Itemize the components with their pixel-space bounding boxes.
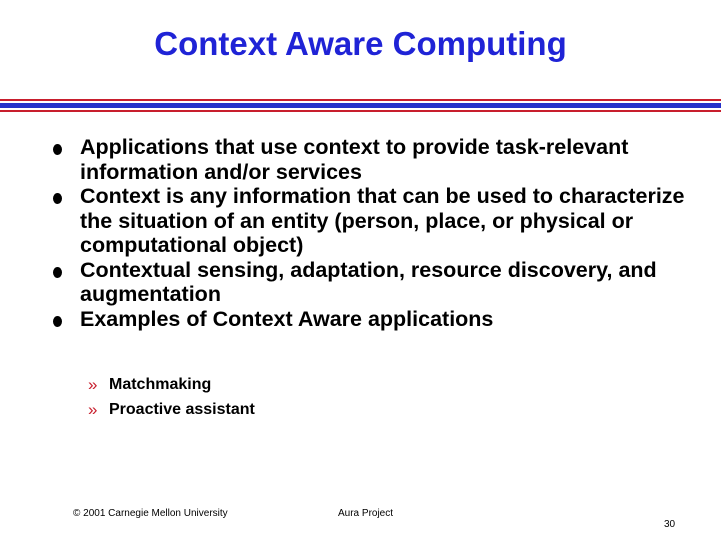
bullet-item (50, 135, 690, 184)
divider-red-line-top (0, 99, 721, 101)
bullet-dot-icon (53, 316, 62, 327)
bullet-text: Contextual sensing, adaptation, resource discovery, and augmentation (80, 257, 657, 306)
footer-project-name: Aura Project (338, 508, 394, 519)
chevron-right-icon: » (88, 375, 98, 394)
bullet-list (50, 135, 690, 331)
sub-bullet-item (88, 372, 255, 397)
footer-copyright: © 2001 Carnegie Mellon University (73, 508, 228, 519)
sub-bullet-list (88, 372, 255, 422)
sub-bullet-text: Proactive assistant (109, 401, 255, 418)
bullet-text: Examples of Context Aware applications (80, 306, 494, 331)
bullet-dot-icon (53, 193, 62, 204)
sub-bullet-text: Matchmaking (109, 376, 212, 393)
bullet-item (50, 307, 690, 332)
sub-bullet-item (88, 397, 255, 422)
bullet-item (50, 184, 690, 258)
bullet-text: Context is any information that can be used to characterize the situation of an entity (person, place, or physical or computational object) (80, 184, 685, 257)
bullet-dot-icon (53, 144, 62, 155)
bullet-dot-icon (53, 267, 62, 278)
title-divider (0, 99, 721, 115)
divider-blue-line (0, 103, 721, 108)
slide-title: Context Aware Computing (154, 25, 567, 62)
bullet-item (50, 258, 690, 307)
bullet-text: Applications that use context to provide task-relevant information and/or services (80, 135, 629, 184)
divider-red-line-bottom (0, 110, 721, 112)
chevron-right-icon: » (88, 400, 98, 419)
page-number: 30 (664, 519, 676, 530)
